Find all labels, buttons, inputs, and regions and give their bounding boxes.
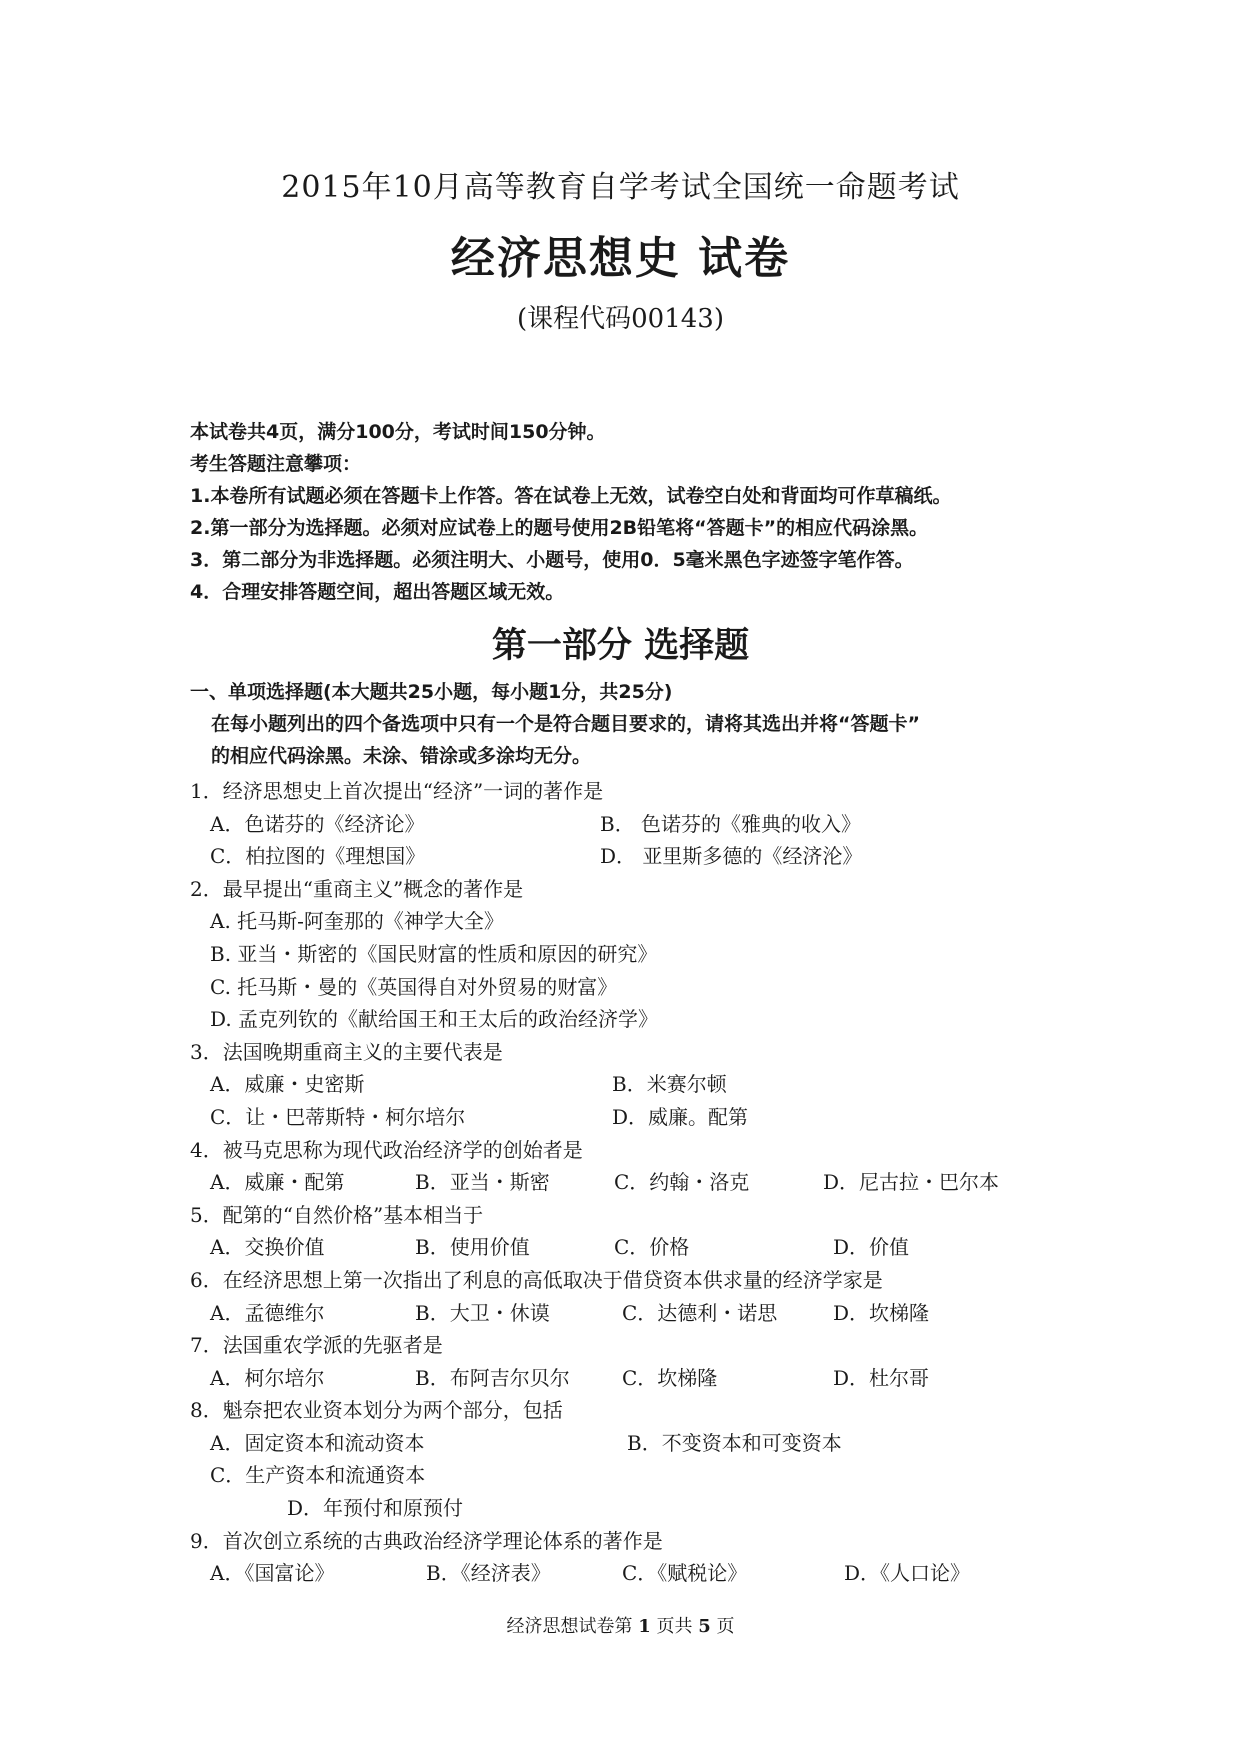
footer-page-number: 1: [638, 1616, 651, 1637]
footer-prefix: 经济思想试卷第: [506, 1616, 633, 1637]
option-row: [190, 1459, 1090, 1492]
option-row: [190, 840, 1090, 873]
option-d: D. 孟克列钦的《献给国王和王太后的政治经济学》: [210, 1007, 659, 1032]
option-b: B．大卫・休谟: [415, 1300, 550, 1325]
section-heading: 一、单项选择题(本大题共25小题，每小题1分，共25分): [190, 681, 673, 703]
question-list: [190, 775, 1090, 1590]
question-stem: 7．法国重农学派的先驱者是: [190, 1333, 443, 1358]
option-d: D． 亚里斯多德的《经济沦》: [600, 844, 863, 869]
option-d: D．《人口论》: [844, 1561, 971, 1586]
notice-line: 4．合理安排答题空间，超出答题区域无效。: [190, 581, 565, 603]
exam-header-line: 2015年10月高等教育自学考试全国统一命题考试: [281, 170, 960, 205]
option-a: A．孟德维尔: [210, 1300, 325, 1325]
option-a: A．《国富论》: [210, 1561, 335, 1586]
option-c: C. 托马斯・曼的《英国得自对外贸易的财富》: [210, 974, 618, 999]
option-a: A．固定资本和流动资本: [210, 1430, 425, 1455]
option-b: B．亚当・斯密: [415, 1170, 550, 1195]
option-d: D．年预付和原预付: [287, 1496, 464, 1521]
option-row: [190, 1166, 1090, 1199]
option-b: B． 色诺芬的《雅典的收入》: [600, 811, 862, 836]
option-c: C．《赋税论》: [622, 1561, 748, 1586]
option-c: C．坎梯隆: [622, 1365, 718, 1390]
option-d: D．尼古拉・巴尔本: [823, 1170, 1000, 1195]
option-row: [190, 938, 1090, 971]
option-d: D．坎梯隆: [833, 1300, 930, 1325]
page-footer: [0, 1612, 1241, 1638]
question-stem: 5．配第的“自然价格”基本相当于: [190, 1202, 484, 1227]
option-d: D．杜尔哥: [833, 1365, 930, 1390]
option-a: A．柯尔培尔: [210, 1365, 325, 1390]
option-row: [190, 905, 1090, 938]
question-stem: 2．最早提出“重商主义”概念的著作是: [190, 876, 524, 901]
option-c: C．柏拉图的《理想国》: [210, 844, 426, 869]
option-c: C．达德利・诺思: [622, 1300, 778, 1325]
option-a: A．色诺芬的《经济论》: [210, 811, 425, 836]
exam-title: 经济思想史 试卷: [450, 233, 791, 284]
option-a: A．威廉・配第: [210, 1170, 345, 1195]
option-row: [190, 1003, 1090, 1036]
option-a: A．威廉・史密斯: [210, 1072, 365, 1097]
option-b: B. 亚当・斯密的《国民财富的性质和原因的研究》: [210, 941, 658, 966]
option-d: D．威廉。配第: [612, 1104, 749, 1129]
part-title: 第一部分 选择题: [491, 625, 750, 666]
option-row: [190, 1362, 1090, 1395]
option-row: [190, 1068, 1090, 1101]
section-instruction: 在每小题列出的四个备选项中只有一个是符合题目要求的，请将其选出并将“答题卡”: [211, 713, 920, 735]
option-b: B．不变资本和可变资本: [627, 1430, 842, 1455]
option-c: C．约翰・洛克: [614, 1170, 750, 1195]
notice-line: 本试卷共4页，满分100分，考试时间150分钟。: [190, 421, 606, 443]
question-stem: 3．法国晚期重商主义的主要代表是: [190, 1039, 503, 1064]
option-row: [190, 1427, 1090, 1460]
exam-notice: [190, 416, 1090, 608]
question-stem: 9．首次创立系统的古典政治经济学理论体系的著作是: [190, 1528, 663, 1553]
option-d: D．价值: [833, 1235, 910, 1260]
option-row: [190, 1101, 1090, 1134]
question-stem: 6．在经济思想上第一次指出了利息的高低取决于借贷资本供求量的经济学家是: [190, 1267, 883, 1292]
option-row: [190, 971, 1090, 1004]
notice-line: 考生答题注意攀项：: [190, 453, 362, 475]
footer-total-pages: 5: [698, 1616, 711, 1637]
option-row: [190, 808, 1090, 841]
option-c: C．让・巴蒂斯特・柯尔培尔: [210, 1104, 466, 1129]
question-stem: 8．魁奈把农业资本划分为两个部分，包括: [190, 1398, 563, 1423]
option-b: B．布阿吉尔贝尔: [415, 1365, 570, 1390]
option-row: [190, 1492, 1090, 1525]
option-c: C．生产资本和流通资本: [210, 1463, 426, 1488]
option-b: B．米赛尔顿: [612, 1072, 727, 1097]
notice-line: 2.第一部分为选择题。必须对应试卷上的题号使用2B铅笔将“答题卡”的相应代码涂黑。: [190, 517, 929, 539]
course-code: (课程代码00143): [517, 304, 724, 334]
option-a: A. 托马斯-阿奎那的《神学大全》: [210, 909, 504, 934]
section-header: [190, 676, 1090, 772]
notice-line: 3．第二部分为非选择题。必须注明大、小题号，使用0．5毫米黑色字迹签字笔作答。: [190, 549, 914, 571]
question-stem: 1．经济思想史上首次提出“经济”一词的著作是: [190, 779, 604, 803]
option-b: B．使用价值: [415, 1235, 530, 1260]
notice-line: 1.本卷所有试题必须在答题卡上作答。答在试卷上无效，试卷空白处和背面均可作草稿纸。: [190, 485, 952, 507]
option-c: C．价格: [614, 1235, 690, 1260]
option-row: [190, 1231, 1090, 1264]
section-instruction: 的相应代码涂黑。未涂、错涂或多涂均无分。: [211, 745, 592, 767]
footer-middle: 页共: [656, 1616, 693, 1637]
question-stem: 4．被马克思称为现代政治经济学的创始者是: [190, 1137, 583, 1162]
footer-suffix: 页: [716, 1616, 735, 1637]
option-b: B．《经济表》: [426, 1561, 551, 1586]
option-a: A．交换价值: [210, 1235, 325, 1260]
option-row: [190, 1557, 1090, 1590]
option-row: [190, 1297, 1090, 1330]
